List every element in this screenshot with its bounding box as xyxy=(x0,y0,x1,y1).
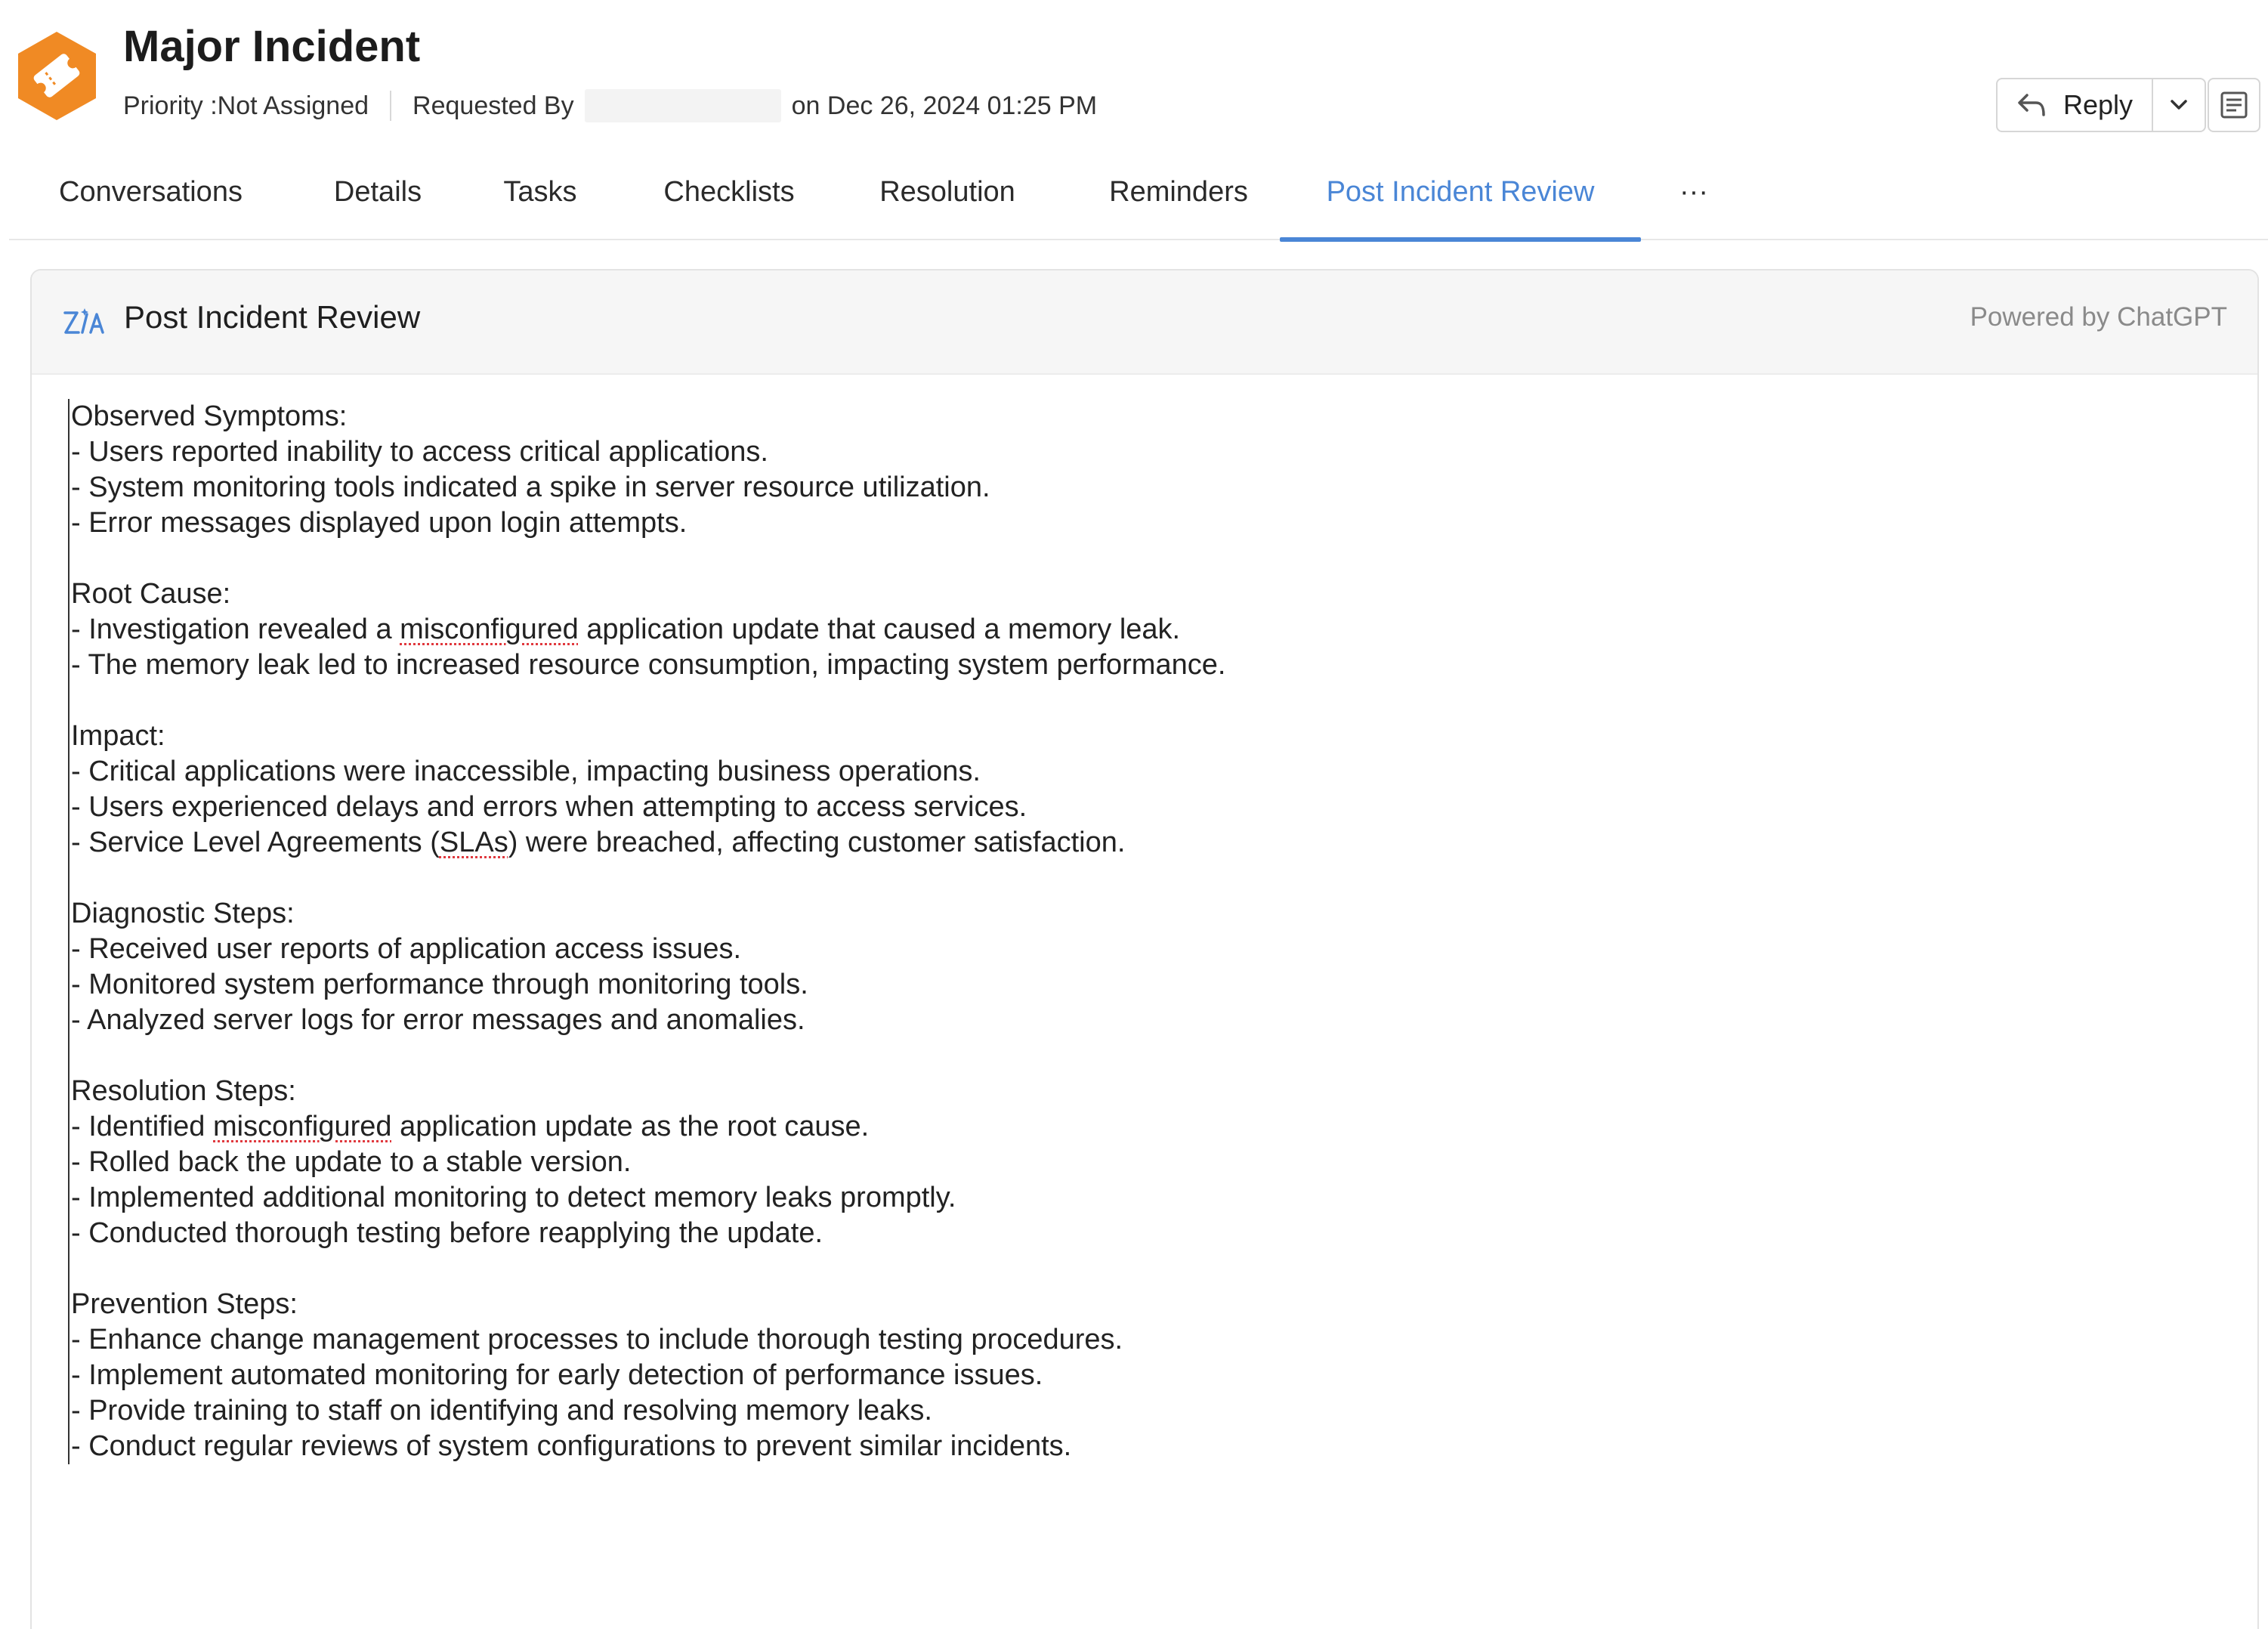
section-item: - Monitored system performance through monitoring tools. xyxy=(71,969,808,1000)
section-gap xyxy=(71,541,2229,576)
section-item: - Rolled back the update to a stable version. xyxy=(71,1146,632,1178)
tab-conversations[interactable]: Conversations xyxy=(59,176,243,208)
panel-title: Post Incident Review xyxy=(124,299,421,335)
reply-arrow-icon xyxy=(2016,92,2047,118)
section-gap xyxy=(71,1038,2229,1074)
tab-tasks[interactable]: Tasks xyxy=(503,176,577,208)
section-item: - Analyzed server logs for error messages and anomalies. xyxy=(71,1004,805,1036)
chevron-down-icon xyxy=(2170,99,2188,111)
section-item: - Provide training to staff on identifying and resolving memory leaks. xyxy=(71,1395,932,1427)
section-item: - System monitoring tools indicated a spike in server resource utilization. xyxy=(71,471,990,503)
requester-name-redacted xyxy=(585,89,781,122)
spellcheck-flag: misconfigured xyxy=(213,1111,392,1142)
post-incident-review-panel xyxy=(30,269,2259,1629)
section-heading: Observed Symptoms: xyxy=(71,400,348,432)
tab-resolution[interactable]: Resolution xyxy=(879,176,1015,208)
review-text-editor[interactable] xyxy=(68,399,2229,1464)
section-gap xyxy=(71,861,2229,896)
reply-label: Reply xyxy=(2063,89,2134,120)
meta-divider xyxy=(390,91,391,121)
tab-more[interactable]: ··· xyxy=(1679,176,1708,208)
spellcheck-flag: misconfigured xyxy=(400,614,579,645)
ticket-icon xyxy=(14,29,100,123)
section-item: - Critical applications were inaccessible, impacting business operations. xyxy=(71,756,981,787)
tab-details[interactable]: Details xyxy=(333,176,422,208)
section-item: - Conduct regular reviews of system configurations to prevent similar incidents. xyxy=(71,1430,1072,1462)
page-title: Major Incident xyxy=(123,22,421,71)
spellcheck-flag: SLAs xyxy=(439,827,508,858)
section-heading: Resolution Steps: xyxy=(71,1075,296,1107)
powered-by-label: Powered by ChatGPT xyxy=(1970,302,2227,332)
tab-post-incident-review[interactable]: Post Incident Review xyxy=(1280,151,1641,240)
section-item: - The memory leak led to increased resource consumption, impacting system performance. xyxy=(71,649,1226,681)
section-item: - Investigation revealed a misconfigured application update that caused a memory leak. xyxy=(71,614,1181,645)
section-item: - Implemented additional monitoring to detect memory leaks promptly. xyxy=(71,1182,956,1213)
section-item: - Received user reports of application access issues. xyxy=(71,933,742,965)
reply-button-group xyxy=(1996,78,2206,132)
zia-ai-icon xyxy=(62,305,106,340)
section-heading: Impact: xyxy=(71,720,165,752)
tab-checklists[interactable]: Checklists xyxy=(663,176,795,208)
section-gap xyxy=(71,683,2229,719)
requested-by-label: Requested By xyxy=(413,91,574,120)
ticket-tabs xyxy=(9,151,2268,240)
ticket-header xyxy=(0,0,2268,151)
tab-reminders[interactable]: Reminders xyxy=(1109,176,1248,208)
section-item: - Users reported inability to access critical applications. xyxy=(71,436,768,468)
notes-panel-button[interactable] xyxy=(2208,78,2260,132)
reply-button[interactable] xyxy=(1998,79,2152,131)
section-item: - Users experienced delays and errors when attempting to access services. xyxy=(71,791,1027,823)
ticket-meta xyxy=(123,88,1097,124)
section-item: - Conducted thorough testing before reapplying the update. xyxy=(71,1217,823,1249)
panel-header xyxy=(32,270,2257,375)
section-heading: Diagnostic Steps: xyxy=(71,898,295,929)
section-item: - Enhance change management processes to include thorough testing procedures. xyxy=(71,1324,1123,1355)
reply-options-dropdown[interactable] xyxy=(2152,79,2205,131)
section-gap xyxy=(71,1251,2229,1287)
section-heading: Prevention Steps: xyxy=(71,1288,298,1320)
priority-label: Priority :Not Assigned xyxy=(123,91,369,120)
notes-panel-icon xyxy=(2220,91,2248,119)
section-item: - Identified misconfigured application update as the root cause. xyxy=(71,1111,870,1142)
section-item: - Error messages displayed upon login attempts. xyxy=(71,507,688,539)
section-item: - Service Level Agreements (SLAs) were breached, affecting customer satisfaction. xyxy=(71,827,1126,858)
section-heading: Root Cause: xyxy=(71,578,231,610)
section-item: - Implement automated monitoring for early detection of performance issues. xyxy=(71,1359,1043,1391)
requested-date: on Dec 26, 2024 01:25 PM xyxy=(791,91,1098,120)
